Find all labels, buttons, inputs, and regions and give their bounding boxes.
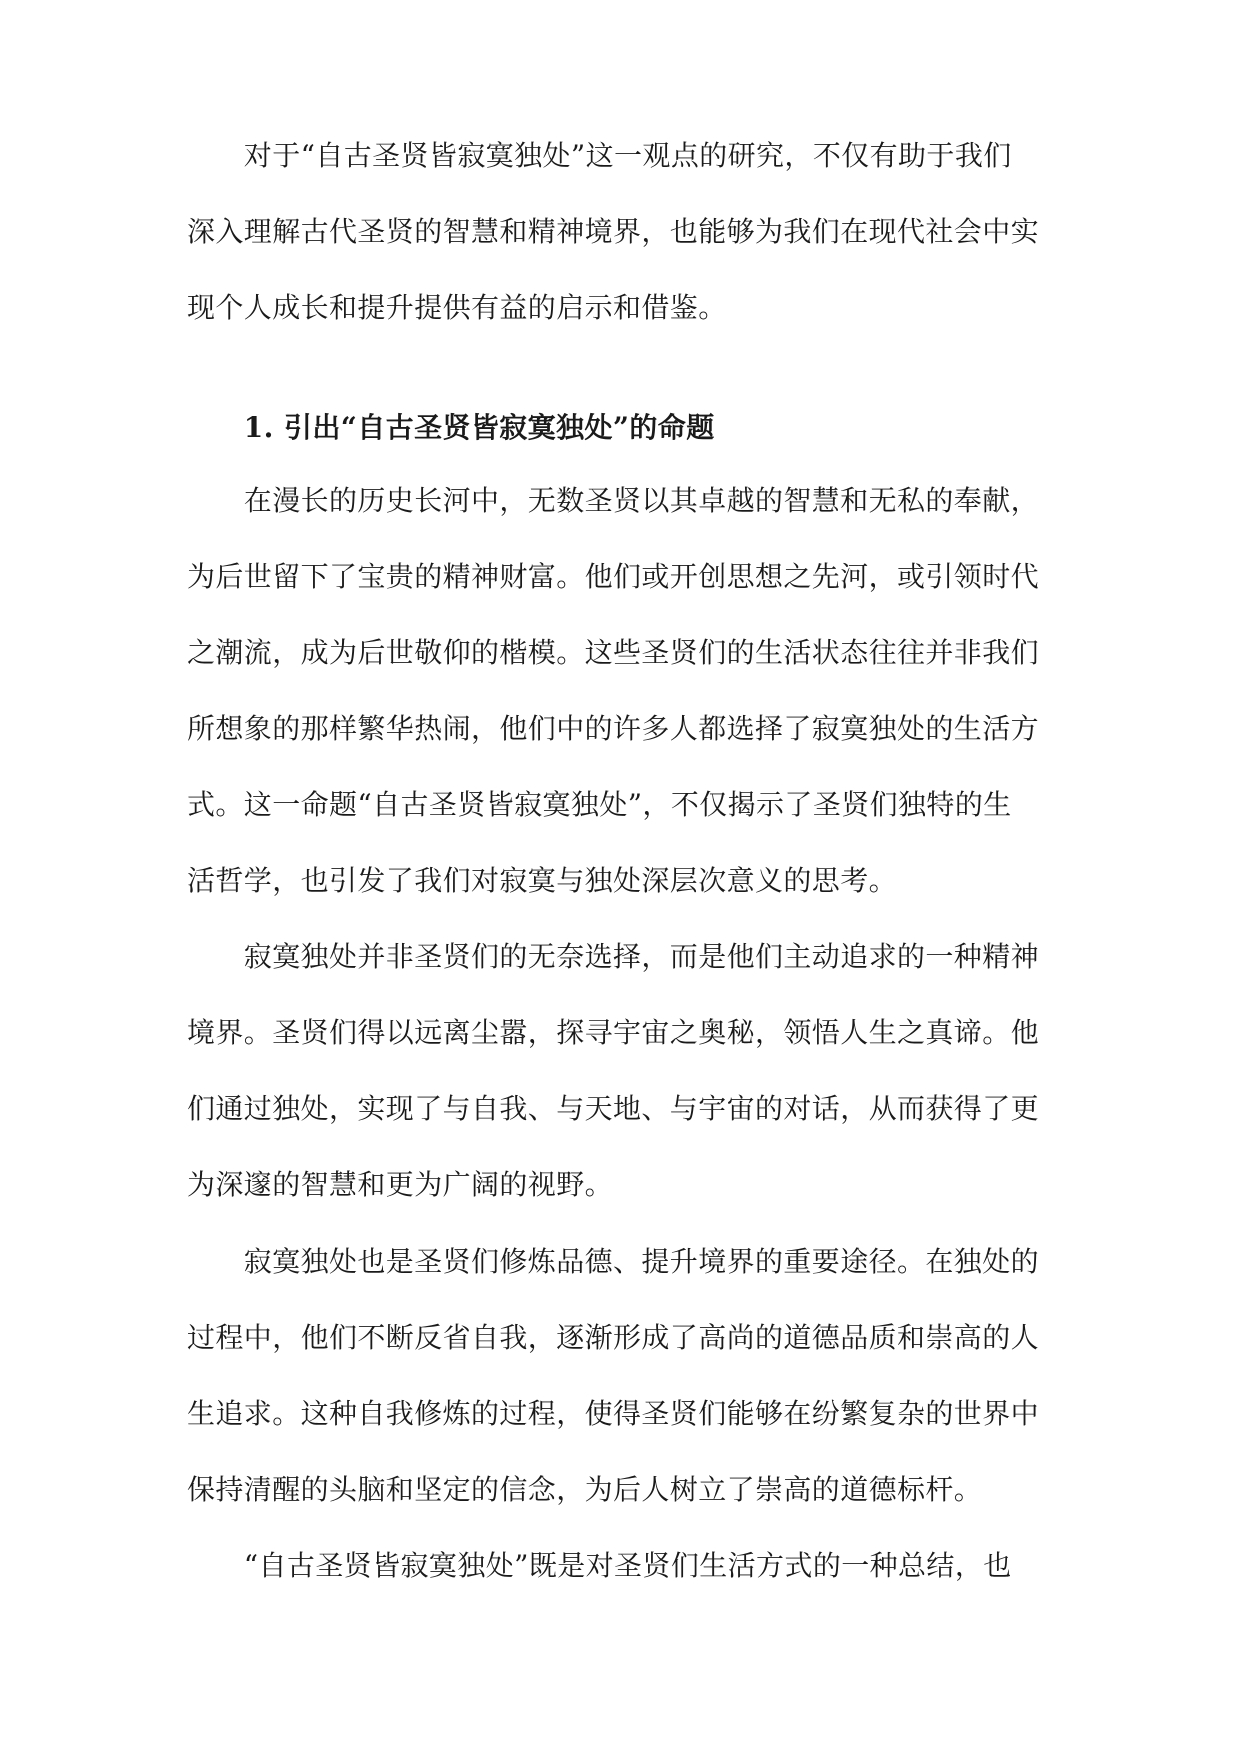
paragraph-line: 们通过独处，实现了与自我、与天地、与宇宙的对话，从而获得了更 [187, 1092, 1040, 1125]
paragraph-line: 在漫长的历史长河中，无数圣贤以其卓越的智慧和无私的奉献， [187, 484, 1040, 517]
paragraph-line: 为深邃的智慧和更为广阔的视野。 [187, 1168, 614, 1201]
paragraph-line: 保持清醒的头脑和坚定的信念，为后人树立了崇高的道德标杆。 [187, 1473, 983, 1506]
paragraph-line: 活哲学，也引发了我们对寂寞与独处深层次意义的思考。 [187, 864, 898, 897]
paragraph-line: 现个人成长和提升提供有益的启示和借鉴。 [187, 291, 727, 324]
paragraph-line: 境界。圣贤们得以远离尘嚣，探寻宇宙之奥秘，领悟人生之真谛。他 [187, 1016, 1040, 1049]
paragraph-line: 深入理解古代圣贤的智慧和精神境界，也能够为我们在现代社会中实 [187, 215, 1040, 248]
paragraph-line: 所想象的那样繁华热闹，他们中的许多人都选择了寂寞独处的生活方 [187, 712, 1040, 745]
paragraph-line: 为后世留下了宝贵的精神财富。他们或开创思想之先河，或引领时代 [187, 560, 1040, 593]
paragraph-line: “自古圣贤皆寂寞独处”既是对圣贤们生活方式的一种总结，也 [187, 1549, 1012, 1582]
section-heading: 1. 引出“自古圣贤皆寂寞独处”的命题 [187, 411, 715, 444]
paragraph-line: 过程中，他们不断反省自我，逐渐形成了高尚的道德品质和崇高的人 [187, 1321, 1040, 1354]
paragraph-line: 寂寞独处也是圣贤们修炼品德、提升境界的重要途径。在独处的 [187, 1245, 1040, 1278]
paragraph-line: 生追求。这种自我修炼的过程，使得圣贤们能够在纷繁复杂的世界中 [187, 1397, 1040, 1430]
paragraph-line: 之潮流，成为后世敬仰的楷模。这些圣贤们的生活状态往往并非我们 [187, 636, 1040, 669]
paragraph-line: 式。这一命题“自古圣贤皆寂寞独处”，不仅揭示了圣贤们独特的生 [187, 788, 1012, 821]
paragraph-line: 寂寞独处并非圣贤们的无奈选择，而是他们主动追求的一种精神 [187, 940, 1040, 973]
paragraph-line: 对于“自古圣贤皆寂寞独处”这一观点的研究，不仅有助于我们 [187, 139, 1012, 172]
